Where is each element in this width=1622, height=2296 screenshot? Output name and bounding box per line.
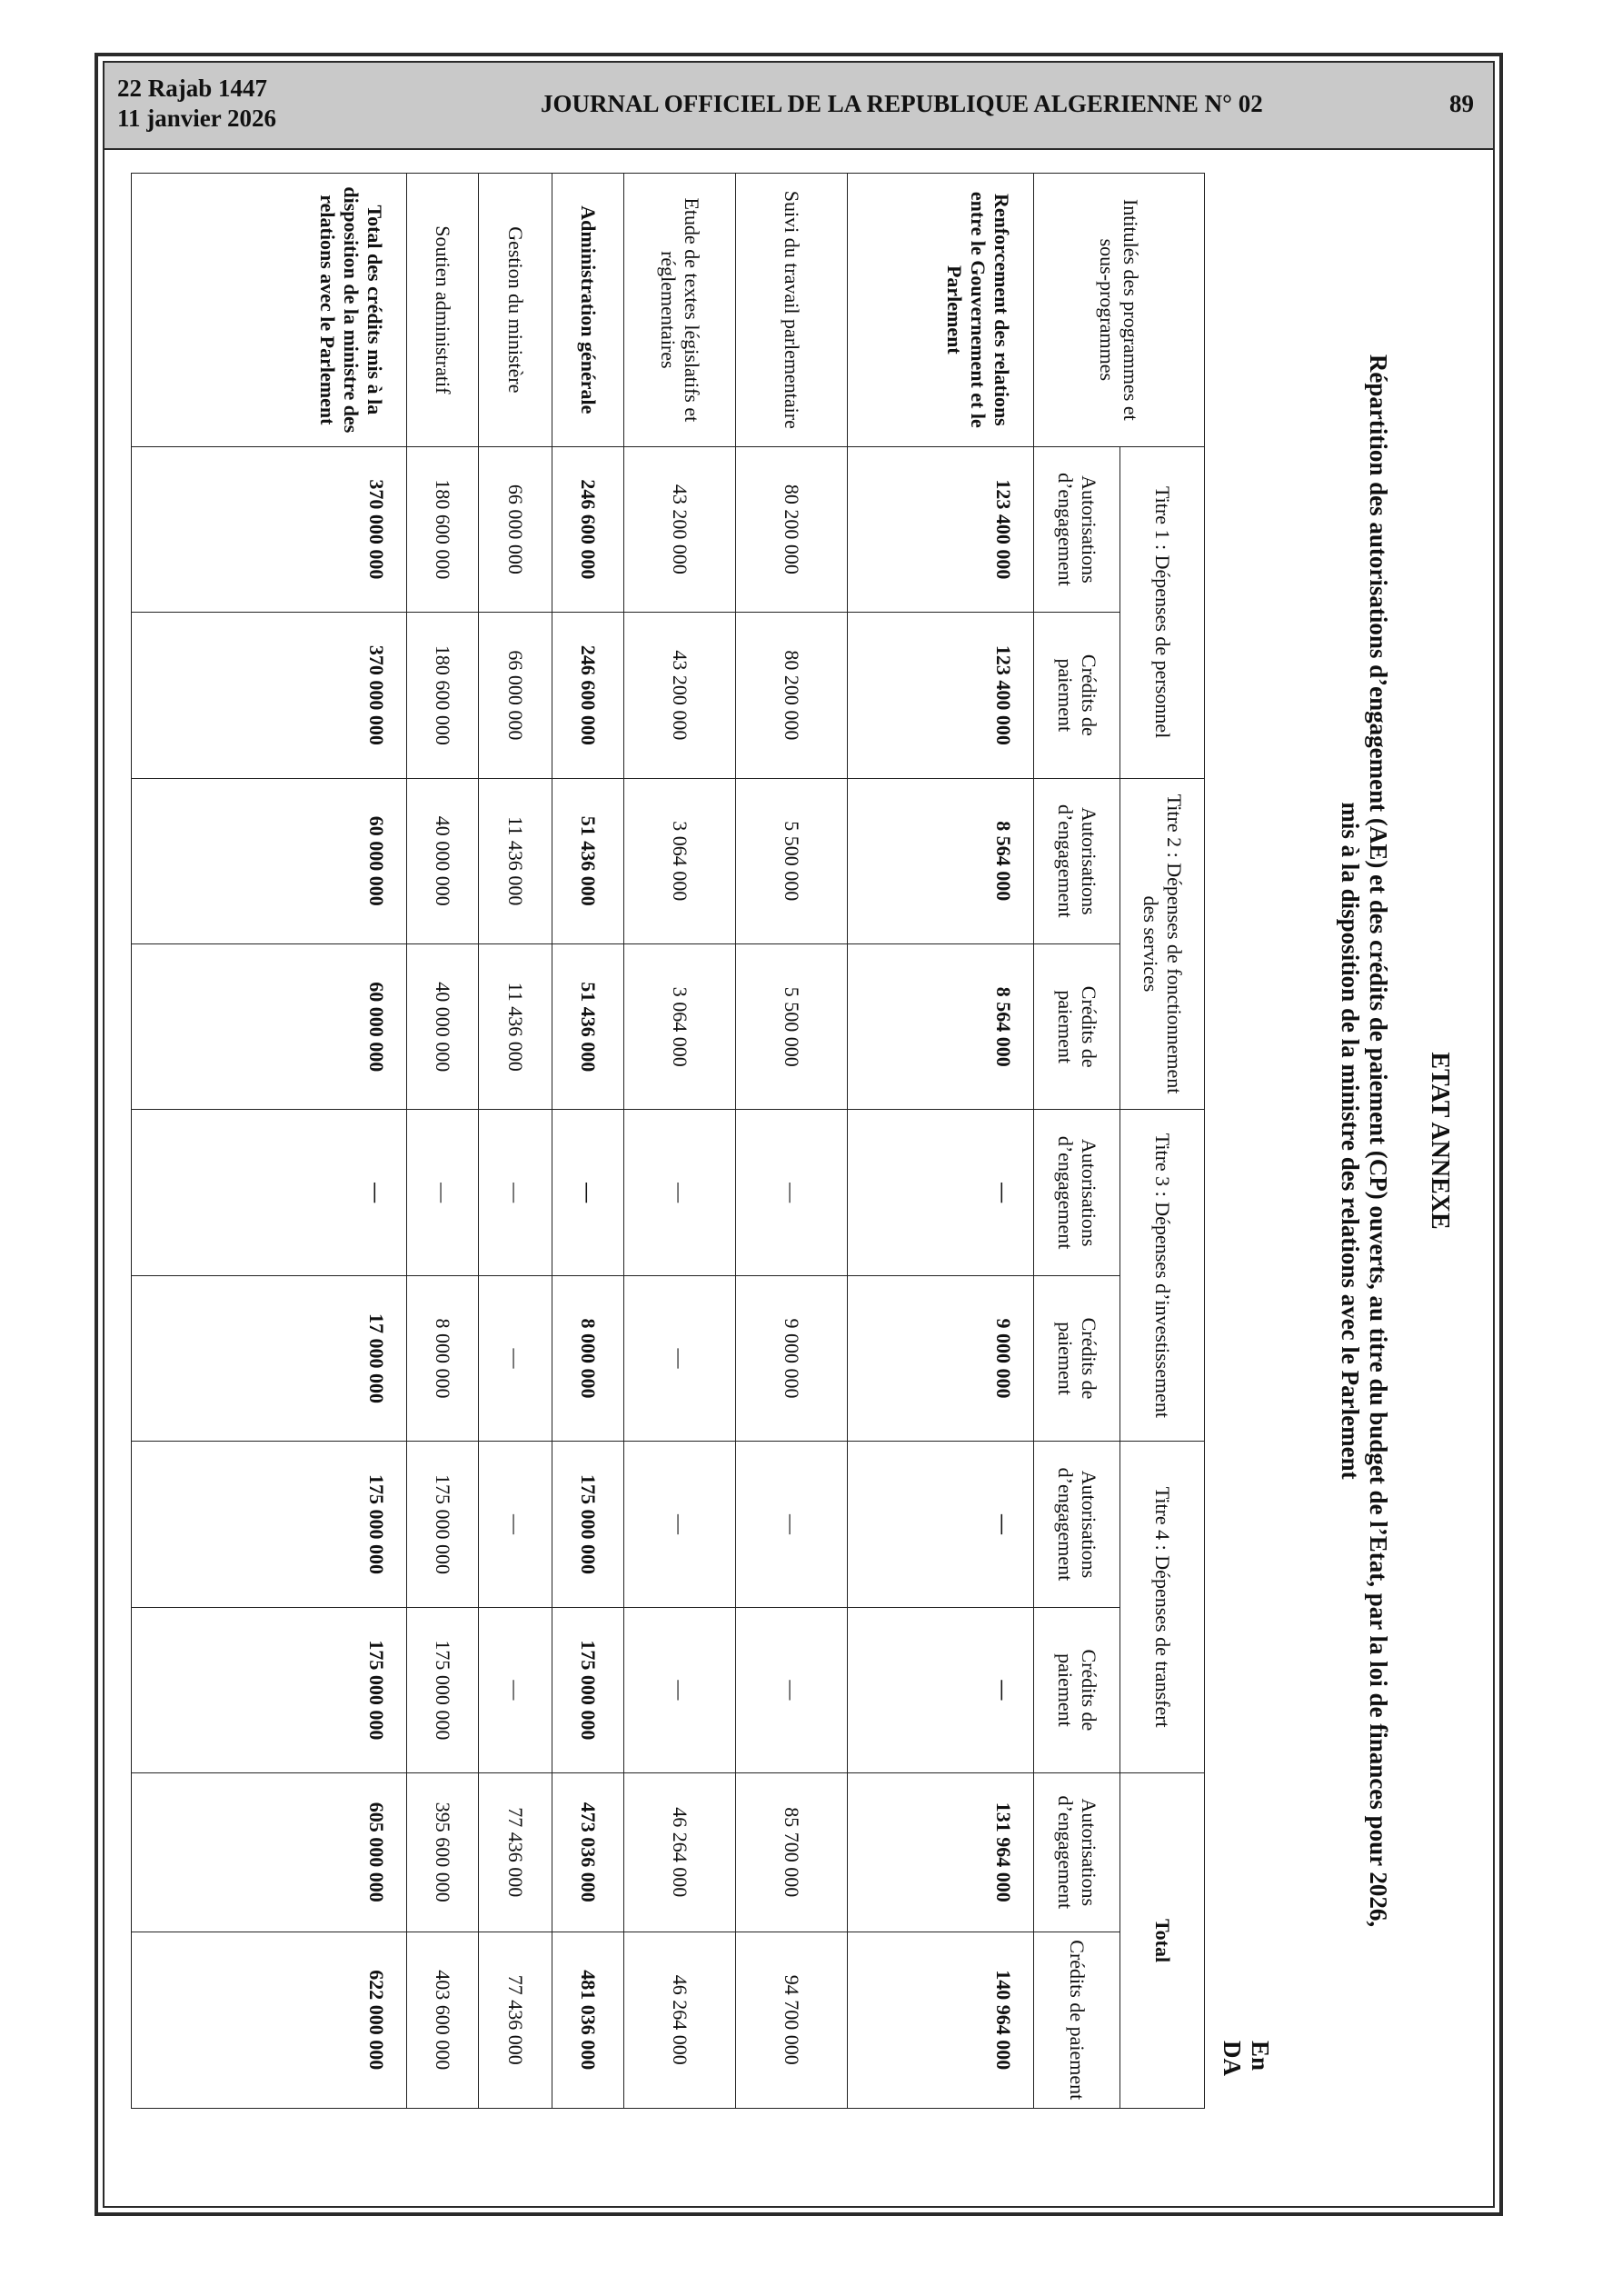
cell-value: 80 200 000 (736, 446, 848, 612)
header-date-hijri: 22 Rajab 1447 (117, 75, 268, 102)
cell-value: — (132, 1110, 407, 1275)
cell-value: 43 200 000 (624, 446, 736, 612)
cell-value: 11 436 000 (479, 943, 552, 1109)
cell-value: 246 600 000 (552, 446, 624, 612)
cell-value: 395 600 000 (407, 1773, 479, 1932)
cell-value: 11 436 000 (479, 778, 552, 943)
cell-value: — (848, 1110, 1034, 1275)
subheader-cp: Crédits de paiement (1034, 943, 1120, 1109)
cell-value: — (479, 1275, 552, 1441)
table-row (736, 174, 848, 2109)
subheader-ae: Autorisations d’engagement (1034, 1773, 1120, 1932)
row-label: Administration générale (552, 174, 624, 447)
cell-value: 8 564 000 (848, 778, 1034, 943)
header-date-gregorian: 11 janvier 2026 (117, 105, 276, 132)
cell-value: 175 000 000 (552, 1607, 624, 1772)
row-label: Gestion du ministère (479, 174, 552, 447)
cell-value: 40 000 000 (407, 943, 479, 1109)
cell-value: 175 000 000 (132, 1442, 407, 1607)
cell-value: 370 000 000 (132, 613, 407, 778)
cell-value: 9 000 000 (848, 1275, 1034, 1441)
table-header-subcolumns (1034, 174, 1120, 2109)
page-number: 89 (1449, 90, 1474, 117)
cell-value: — (479, 1442, 552, 1607)
cell-value: — (624, 1442, 736, 1607)
row-label: Soutien administratif (407, 174, 479, 447)
table-header-groups (1120, 174, 1205, 2109)
cell-value: — (479, 1607, 552, 1772)
cell-value: 80 200 000 (736, 613, 848, 778)
cell-value: — (479, 1110, 552, 1275)
cell-value: 175 000 000 (552, 1442, 624, 1607)
cell-value: 51 436 000 (552, 943, 624, 1109)
rotated-annex-content (236, 173, 1472, 2109)
table-row (407, 174, 479, 2109)
budget-table (131, 173, 1205, 2109)
cell-value: 605 000 000 (132, 1773, 407, 1932)
cell-value: 60 000 000 (132, 943, 407, 1109)
cell-value: 140 964 000 (848, 1932, 1034, 2109)
row-label: Renforcement des relations entre le Gouvernement et le Parlement (848, 174, 1034, 447)
row-label: Total des crédits mis à la disposition de la ministre des relations avec le Parlement (132, 174, 407, 447)
subheader-ae: Autorisations d’engagement (1034, 446, 1120, 612)
table-row-total (132, 174, 407, 2109)
cell-value: 123 400 000 (848, 613, 1034, 778)
table-row (479, 174, 552, 2109)
cell-value: 123 400 000 (848, 446, 1034, 612)
cell-value: 8 000 000 (407, 1275, 479, 1441)
cell-value: 473 036 000 (552, 1773, 624, 1932)
cell-value: 77 436 000 (479, 1773, 552, 1932)
table-row (552, 174, 624, 2109)
cell-value: 8 000 000 (552, 1275, 624, 1441)
subheader-ae: Autorisations d’engagement (1034, 1110, 1120, 1275)
annex-title: ETAT ANNEXE (1426, 1052, 1454, 1230)
annex-subtitle-line1: Répartition des autorisations d’engagement (AE) et des crédits de paiement (CP) ouverts, au titre du budget de l’Etat, par la loi de finances pour 2026, (1365, 354, 1392, 1928)
cell-value: 46 264 000 (624, 1932, 736, 2109)
annex-subtitle-line2: mis à la disposition de la ministre des relations avec le Parlement (1337, 802, 1364, 1480)
cell-value: 622 000 000 (132, 1932, 407, 2109)
cell-value: — (736, 1442, 848, 1607)
cell-value: — (736, 1110, 848, 1275)
cell-value: 85 700 000 (736, 1773, 848, 1932)
cell-value: — (624, 1110, 736, 1275)
cell-value: 8 564 000 (848, 943, 1034, 1109)
header-programs: Intitulés des programmes et sous-programmes (1034, 174, 1205, 447)
cell-value: 66 000 000 (479, 446, 552, 612)
cell-value: 40 000 000 (407, 778, 479, 943)
cell-value: — (624, 1275, 736, 1441)
annex-subtitle (1336, 309, 1392, 1972)
header-date (117, 74, 276, 134)
header-titre-1: Titre 1 : Dépenses de personnel (1120, 446, 1205, 778)
header-titre-4: Titre 4 : Dépenses de transfert (1120, 1442, 1205, 1773)
cell-value: 60 000 000 (132, 778, 407, 943)
table-row (624, 174, 736, 2109)
cell-value: — (552, 1110, 624, 1275)
subheader-cp: Crédits de paiement (1034, 1607, 1120, 1772)
cell-value: — (736, 1607, 848, 1772)
cell-value: 77 436 000 (479, 1932, 552, 2109)
cell-value: 403 600 000 (407, 1932, 479, 2109)
cell-value: 5 500 000 (736, 943, 848, 1109)
header-titre-2: Titre 2 : Dépenses de fonctionnement des services (1120, 778, 1205, 1110)
cell-value: 51 436 000 (552, 778, 624, 943)
cell-value: 94 700 000 (736, 1932, 848, 2109)
row-label: Etude de textes législatifs et réglementaires (624, 174, 736, 447)
subheader-cp: Crédits de paiement (1034, 1932, 1120, 2109)
cell-value: 175 000 000 (407, 1442, 479, 1607)
header-titre-3: Titre 3 : Dépenses d’investissement (1120, 1110, 1205, 1442)
subheader-ae: Autorisations d’engagement (1034, 1442, 1120, 1607)
cell-value: — (848, 1607, 1034, 1772)
subheader-cp: Crédits de paiement (1034, 613, 1120, 778)
cell-value: 131 964 000 (848, 1773, 1034, 1932)
cell-value: 481 036 000 (552, 1932, 624, 2109)
cell-value: 17 000 000 (132, 1275, 407, 1441)
subheader-cp: Crédits de paiement (1034, 1275, 1120, 1441)
cell-value: — (624, 1607, 736, 1772)
cell-value: 246 600 000 (552, 613, 624, 778)
cell-value: 175 000 000 (407, 1607, 479, 1772)
row-label: Suivi du travail parlementaire (736, 174, 848, 447)
cell-value: 66 000 000 (479, 613, 552, 778)
cell-value: 180 600 000 (407, 613, 479, 778)
journal-header (104, 63, 1493, 150)
currency-note: En DA (1219, 2041, 1274, 2076)
cell-value: 43 200 000 (624, 613, 736, 778)
cell-value: 46 264 000 (624, 1773, 736, 1932)
table-row (848, 174, 1034, 2109)
cell-value: — (848, 1442, 1034, 1607)
header-total: Total (1120, 1773, 1205, 2109)
cell-value: 180 600 000 (407, 446, 479, 612)
cell-value: — (407, 1110, 479, 1275)
cell-value: 5 500 000 (736, 778, 848, 943)
cell-value: 175 000 000 (132, 1607, 407, 1772)
journal-title: JOURNAL OFFICIEL DE LA REPUBLIQUE ALGERIENNE N° 02 (541, 90, 1263, 117)
cell-value: 3 064 000 (624, 943, 736, 1109)
cell-value: 9 000 000 (736, 1275, 848, 1441)
cell-value: 370 000 000 (132, 446, 407, 612)
subheader-ae: Autorisations d’engagement (1034, 778, 1120, 943)
cell-value: 3 064 000 (624, 778, 736, 943)
